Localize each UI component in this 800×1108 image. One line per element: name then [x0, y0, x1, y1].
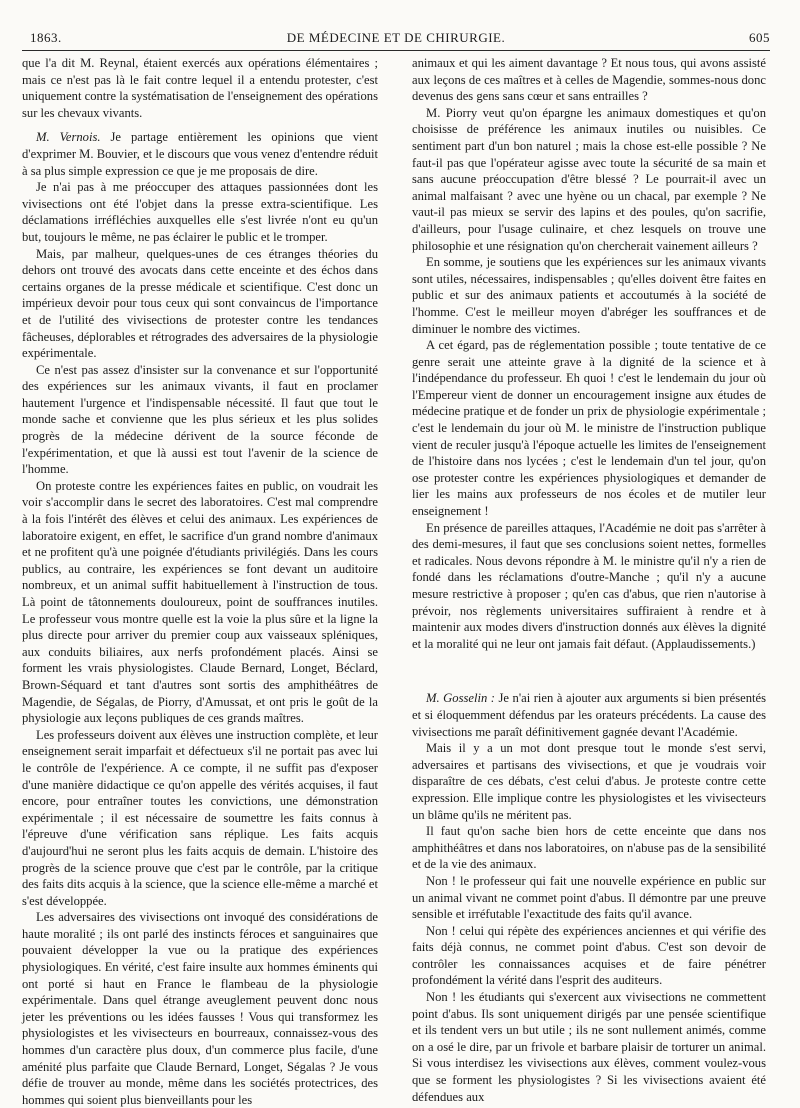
running-head	[22, 28, 770, 50]
paragraph	[412, 337, 766, 520]
continued-paragraph	[22, 55, 378, 121]
paragraph-text: Mais, par malheur, quelques-unes de ces étranges théories du dehors ont trouvé des avocats dans cette enceinte et des échos dans certains organes de la presse médicale et scientifique. C'est donc un impérieux devoir pour tous ceux qui sont convaincus de l'importance et de l'utilité des vivisections de protester contre les tendances fâcheuses, déplorables et rétrogrades des adversaires de la physiologie expérimentale.	[22, 246, 378, 361]
paragraph-text: Non ! le professeur qui fait une nouvelle expérience en public sur un animal vivant ne commet point d'abus. Il démontre par une preuve sensible et irréfutable l'exactitude des faits qu'il avance.	[412, 873, 766, 922]
header-year: 1863.	[30, 30, 62, 45]
paragraph-text: M. Piorry veut qu'on épargne les animaux domestiques et qu'on choisisse de préférence les animaux inutiles ou nuisibles. Ce sentiment part d'un bon naturel ; mais la chose est-elle possible ? Ne faut-il pas que l'opérateur agisse avec toute la sécurité de sa main et sans aucune préoccupation d'être blessé ? Le pourrait-il avec un animal malfaisant ? avec une hyène ou un chacal, par exemple ? Ne vaut-il pas mieux se servir des lapins et des poules, qu'on sacrifie, d'ailleurs, pour l'usage culinaire, et chez lesquels on trouve une philosophie et une résignation qu'on chercherait vainement ailleurs ?	[412, 105, 766, 253]
paragraph	[22, 478, 378, 727]
left-column	[22, 55, 378, 1108]
speaker-paragraph	[22, 129, 378, 179]
paragraph	[412, 923, 766, 989]
paragraph-text: que l'a dit M. Reynal, étaient exercés aux opérations élémentaires ; mais ce n'est pas là le fait contre lequel il a entendu protester, c'est uniquement contre la systématisation de l'enseignement des opérations sur les chevaux vivants.	[22, 56, 378, 120]
header-rule	[22, 50, 770, 51]
paragraph-text: Je partage entièrement les opinions que vient d'exprimer M. Bouvier, et le discours que vous venez d'entendre réduit à sa plus simple expression ce que je me proposais de dire.	[22, 130, 378, 178]
paragraph	[412, 989, 766, 1105]
paragraph-text: Ce n'est pas assez d'insister sur la convenance et sur l'opportunité des expériences sur les animaux vivants, il faut en proclamer hautement l'urgence et l'indispensable nécessité. Il faut que tout le monde sache et convienne que les plus sérieux et les plus solides progrès de la médecine dérivent de la source féconde de l'expérimentation, et que là aussi est tout l'avenir de la science de l'homme.	[22, 362, 378, 477]
paragraph	[412, 823, 766, 873]
paragraph	[22, 727, 378, 910]
paragraph-text: A cet égard, pas de réglementation possible ; toute tentative de ce genre serait une atteinte grave à la dignité de la science et à l'indépendance du professeur. Eh quoi ! c'est le lendemain du jour où l'Empereur vient de donner un encouragement insigne aux études de médecine pratique et de fonder un prix de physiologie expérimentale ; c'est le lendemain du jour où M. le ministre de l'instruction publique vient de reculer jusqu'à l'époque actuelle les limites de l'enseignement de l'histoire dans nos lycées ; c'est le lendemain d'un tel jour, qu'on ose protester contre les expériences physiologiques et demander de lier les mains aux professeurs de nos écoles et de mutiler leur enseignement !	[412, 338, 766, 519]
paragraph	[412, 873, 766, 923]
paragraph-text: On proteste contre les expériences faites en public, on voudrait les voir s'accomplir dans le secret des laboratoires. C'est mal comprendre à la fois l'intérêt des élèves et celui des animaux. Les expériences de laboratoire exigent, en effet, le sacrifice d'un grand nombre d'animaux et ne profitent qu'à une poignée d'étudiants privilégiés. Dans les cours publics, au contraire, les expériences se font devant un auditoire nombreux, et un animal suffit habituellement à l'instruction de tous. Là point de tâtonnements douloureux, point de souffrances inutiles. Le professeur vous montre quelle est la voie la plus sûre et la ligne la plus directe pour arriver du premier coup aux vaisseaux spléniques, aux conduits biliaires, aux nerfs profondément placés. Ainsi se forment les vrais physiologistes. Claude Bernard, Longet, Béclard, Brown-Séquard et tant d'autres sont sortis des amphithéâtres de Magendie, de Ségalas, de Piorry, d'Amussat, et ont pris le goût de la physiologie aux leçons publiques de ces grands maîtres.	[22, 478, 378, 726]
paragraph	[22, 179, 378, 245]
speaker-name: M. Gosselin :	[426, 691, 495, 706]
paragraph	[412, 520, 766, 653]
paragraph-text: En présence de pareilles attaques, l'Académie ne doit pas s'arrêter à des demi-mesures, il faut que ses conclusions soient nettes, formelles et radicales. Nous devons répondre à M. le ministre qu'il n'y a rien de fondé dans les réclamations d'outre-Manche ; qu'il n'y a aucune mesure restrictive à proposer ; qu'en cas d'abus, que rien n'autorise à prévoir, nos règlements universitaires suffiraient à rendre et à maintenir aux modes divers d'instruction donnés aux élèves la dignité et la moralité qui ne leur ont jamais fait défaut. (Applaudissements.)	[412, 520, 766, 651]
paragraph	[22, 909, 378, 1108]
paragraph	[412, 254, 766, 337]
paragraph-text: Les adversaires des vivisections ont invoqué des considérations de haute moralité ; ils ont parlé des instincts féroces et sanguinaires que pouvaient développer la vue ou la pratique des expériences physiologiques. En vérité, c'est faire insulte aux hommes éminents qui ont porté si haut en France le flambeau de la physiologie expérimentale. Dans quel étrange aveuglement peuvent donc nous jeter les préventions ou les idées fausses ! Vous qui transformez les physiologistes et les vivisecteurs en bourreaux, connaissez-vous des hommes d'un caractère plus doux, d'un commerce plus facile, d'une aménité plus parfaite que Claude Bernard, Longet, Ségalas ? Je vous défie de trouver au monde, même dans les sociétés protectrices, des hommes qui soient plus bienveillants pour les	[22, 910, 378, 1107]
paragraph	[412, 740, 766, 823]
continued-paragraph	[412, 55, 766, 105]
page-number: 605	[749, 30, 770, 45]
paragraph	[22, 246, 378, 362]
speaker-name: M. Vernois.	[36, 130, 101, 145]
paragraph-text: Je n'ai rien à ajouter aux arguments si bien présentés et si éloquemment défendus par les orateurs précédents. La cause des vivisections me paraît définitivement gagnée devant l'Académie.	[412, 691, 766, 739]
right-column	[412, 55, 766, 1105]
paragraph	[22, 362, 378, 478]
paragraph-text: Mais il y a un mot dont presque tout le monde s'est servi, adversaires et partisans des vivisections, et que je voudrais voir disparaître de ces débats, c'est celui d'abus. Je proteste contre cette expression. Elle implique contre les physiologistes et les vivisecteurs un blâme qu'ils ne méritent pas.	[412, 741, 766, 822]
header-title: DE MÉDECINE ET DE CHIRURGIE.	[286, 30, 506, 45]
paragraph	[412, 105, 766, 254]
paragraph-text: Non ! les étudiants qui s'exercent aux vivisections ne commettent point d'abus. Ils sont uniquement dirigés par une pensée scientifique et ils tendent vers un but utile ; ils ne sont nullement animés, comme on a osé le dire, par un frivole et barbare plaisir de torturer un animal. Si vous interdisez les vivisections aux élèves, comment voulez-vous que se forment les physiologistes ? Si les vivisections avaient été défendues aux	[412, 990, 766, 1104]
speaker-paragraph	[412, 690, 766, 740]
paragraph-text: animaux et qui les aiment davantage ? Et nous tous, qui avons assisté aux leçons de ces maîtres et à celles de Magendie, sommes-nous donc devenus des gens sans cœur et sans entrailles ?	[412, 56, 766, 104]
section-gap	[412, 652, 766, 682]
paragraph-text: En somme, je soutiens que les expériences sur les animaux vivants sont utiles, nécessaires, indispensables ; qu'elles doivent être faites en public et sur des animaux patients et accoutumés à la société de l'homme. C'est le meilleur moyen d'abréger les souffrances et de diminuer le nombre des victimes.	[412, 255, 766, 336]
paragraph-text: Il faut qu'on sache bien hors de cette enceinte que dans nos amphithéâtres et dans nos laboratoires, on n'abuse pas de la sensibilité et de la vie des animaux.	[412, 824, 766, 872]
paragraph-text: Non ! celui qui répète des expériences anciennes et qui vérifie des faits déjà connus, ne commet point d'abus. C'est son devoir de contrôler les connaissances acquises et de faire pénétrer profondément la vérité dans l'esprit des auditeurs.	[412, 923, 766, 988]
paragraph-text: Les professeurs doivent aux élèves une instruction complète, et leur enseignement serait imparfait et défectueux s'il ne portait pas avec lui le contrôle de l'expérience. A ce compte, il ne suffit pas d'exposer d'une manière didactique ce qu'on appelle des vérités acquises, il faut encore, pour entraîner toutes les convictions, une démonstration expérimentale ; il est nécessaire de soumettre les faits connus à l'épreuve d'une vérification sans réplique. Les faits acquis d'aujourd'hui ne seront plus les faits acquis de demain. L'histoire des progrès de la science prouve que c'est par le contrôle, par la critique des faits dits acquis à la science, que la science elle-même a marché et s'est développée.	[22, 727, 378, 908]
paragraph-text: Je n'ai pas à me préoccuper des attaques passionnées dont les vivisections ont été l'objet dans la presse extra-scientifique. Les déclamations irréfléchies auxquelles elle s'est livrée n'ont eu qu'un but, toujours le même, ne pas éclairer le public et le tromper.	[22, 180, 378, 244]
